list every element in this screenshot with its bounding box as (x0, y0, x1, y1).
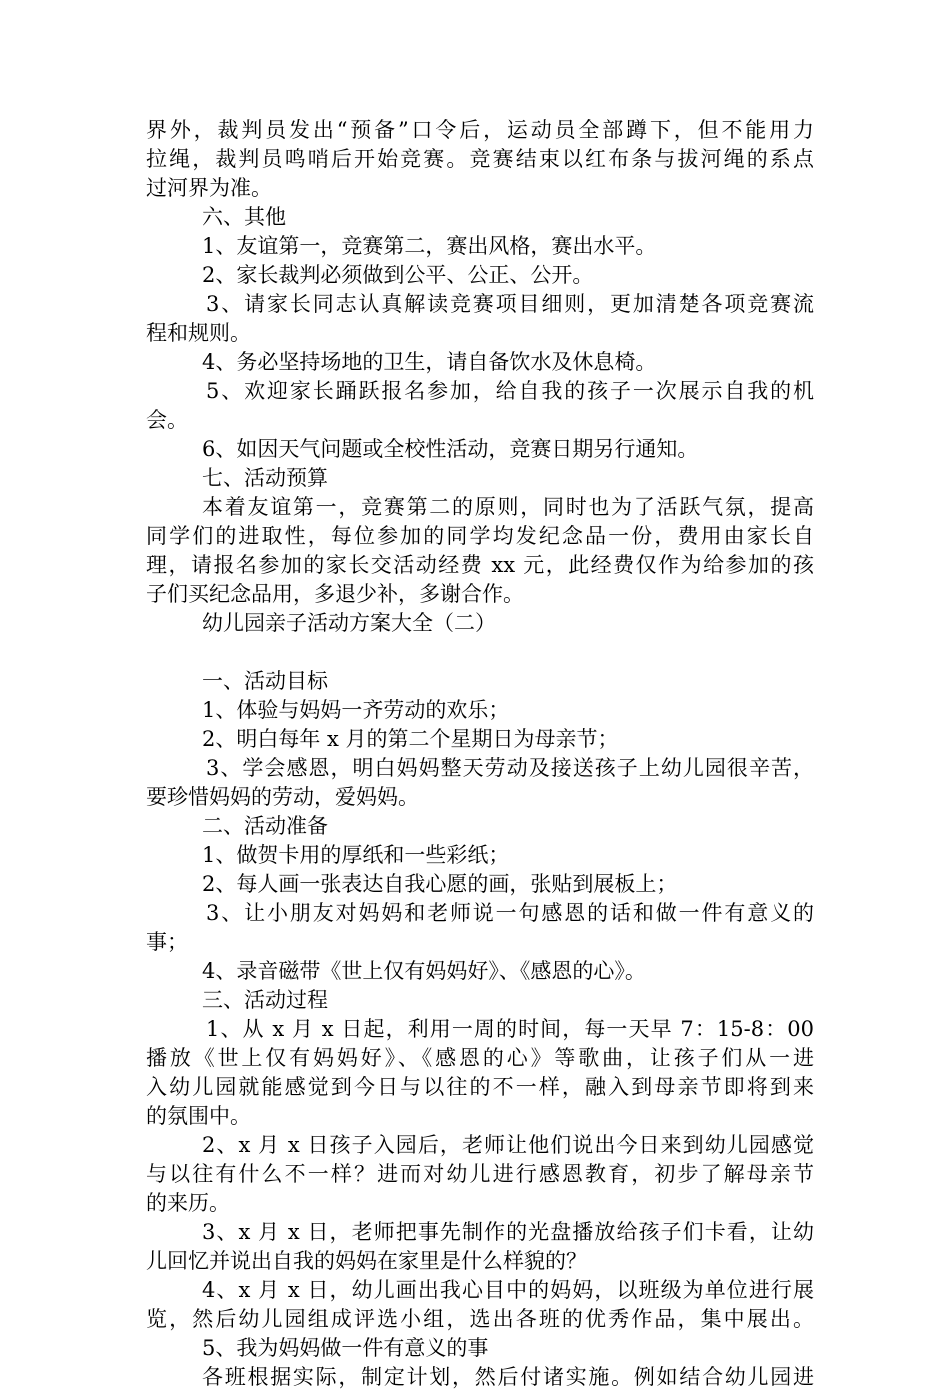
section-heading: 七、活动预算 (202, 466, 328, 490)
text-line: 事； (146, 930, 188, 954)
blank-line (146, 638, 814, 667)
text-line: 同学们的进取性，每位参加的同学均发纪念品一份，费用由家长自 (146, 524, 814, 548)
section-heading: 三、活动过程 (202, 988, 328, 1012)
text-line: 3、让小朋友对妈妈和老师说一句感恩的话和做一件有意义的 (206, 901, 814, 925)
text-line: 4、录音磁带《世上仅有妈妈好》、《感恩的心》。 (202, 959, 646, 983)
text-line: 的来历。 (146, 1191, 230, 1215)
text-line: 本着友谊第一，竞赛第二的原则，同时也为了活跃气氛，提高 (202, 495, 814, 519)
text-line: 程和规则。 (146, 321, 251, 345)
text-line: 2、每人画一张表达自我心愿的画，张贴到展板上； (202, 872, 678, 896)
text-line: 5、我为妈妈做一件有意义的事 (202, 1336, 489, 1360)
section-heading: 六、其他 (202, 205, 286, 229)
text-line: 览，然后幼儿园组成评选小组，选出各班的优秀作品，集中展出。 (146, 1307, 814, 1331)
text-line: 2、明白每年 x 月的第二个星期日为母亲节； (202, 727, 619, 751)
text-line: 3、x 月 x 日，老师把事先制作的光盘播放给孩子们卡看，让幼 (202, 1220, 814, 1244)
text-line: 播放《世上仅有妈妈好》、《感恩的心》等歌曲，让孩子们从一进 (146, 1046, 814, 1070)
text-line: 5、欢迎家长踊跃报名参加，给自我的孩子一次展示自我的机 (206, 379, 814, 403)
text-line: 要珍惜妈妈的劳动，爱妈妈。 (146, 785, 419, 809)
section-heading: 二、活动准备 (202, 814, 328, 838)
text-line: 1、做贺卡用的厚纸和一些彩纸； (202, 843, 510, 867)
text-line: 3、学会感恩，明白妈妈整天劳动及接送孩子上幼儿园很辛苦， (206, 756, 814, 780)
text-line: 2、家长裁判必须做到公平、公正、公开。 (202, 263, 594, 287)
text-line: 4、务必坚持场地的卫生，请自备饮水及休息椅。 (202, 350, 657, 374)
text-line: 6、如因天气问题或全校性活动，竞赛日期另行通知。 (202, 437, 699, 461)
text-line: 会。 (146, 408, 188, 432)
text-line: 2、x 月 x 日孩子入园后，老师让他们说出今日来到幼儿园感觉 (202, 1133, 814, 1157)
text-line: 4、x 月 x 日，幼儿画出我心目中的妈妈，以班级为单位进行展 (202, 1278, 814, 1302)
text-line: 入幼儿园就能感觉到今日与以往的不一样，融入到母亲节即将到来 (146, 1075, 814, 1099)
text-line: 拉绳，裁判员鸣哨后开始竞赛。竞赛结束以红布条与拔河绳的系点 (146, 147, 814, 171)
text-line: 3、请家长同志认真解读竞赛项目细则，更加清楚各项竞赛流 (206, 292, 814, 316)
text-line: 与以往有什么不一样？进而对幼儿进行感恩教育，初步了解母亲节 (146, 1162, 814, 1186)
text-line: 各班根据实际，制定计划，然后付诸实施。例如结合幼儿园进 (202, 1365, 814, 1389)
text-line: 界外，裁判员发出“预备”口令后，运动员全部蹲下，但不能用力 (146, 118, 814, 142)
text-line: 1、友谊第一，竞赛第二，赛出风格，赛出水平。 (202, 234, 657, 258)
text-line: 儿回忆并说出自我的妈妈在家里是什么样貌的？ (146, 1249, 587, 1273)
text-line: 1、从 x 月 x 日起，利用一周的时间，每一天早 7：15-8：00 (206, 1017, 814, 1041)
text-line: 子们买纪念品用，多退少补，多谢合作。 (146, 582, 524, 606)
text-line: 的氛围中。 (146, 1104, 251, 1128)
text-line: 1、体验与妈妈一齐劳动的欢乐； (202, 698, 510, 722)
section-heading: 一、活动目标 (202, 669, 328, 693)
text-line: 过河界为准。 (146, 176, 272, 200)
document-page (146, 116, 814, 1392)
document-subtitle: 幼儿园亲子活动方案大全（二） (202, 611, 496, 635)
text-line: 理，请报名参加的家长交活动经费 xx 元，此经费仅作为给参加的孩 (146, 553, 814, 577)
